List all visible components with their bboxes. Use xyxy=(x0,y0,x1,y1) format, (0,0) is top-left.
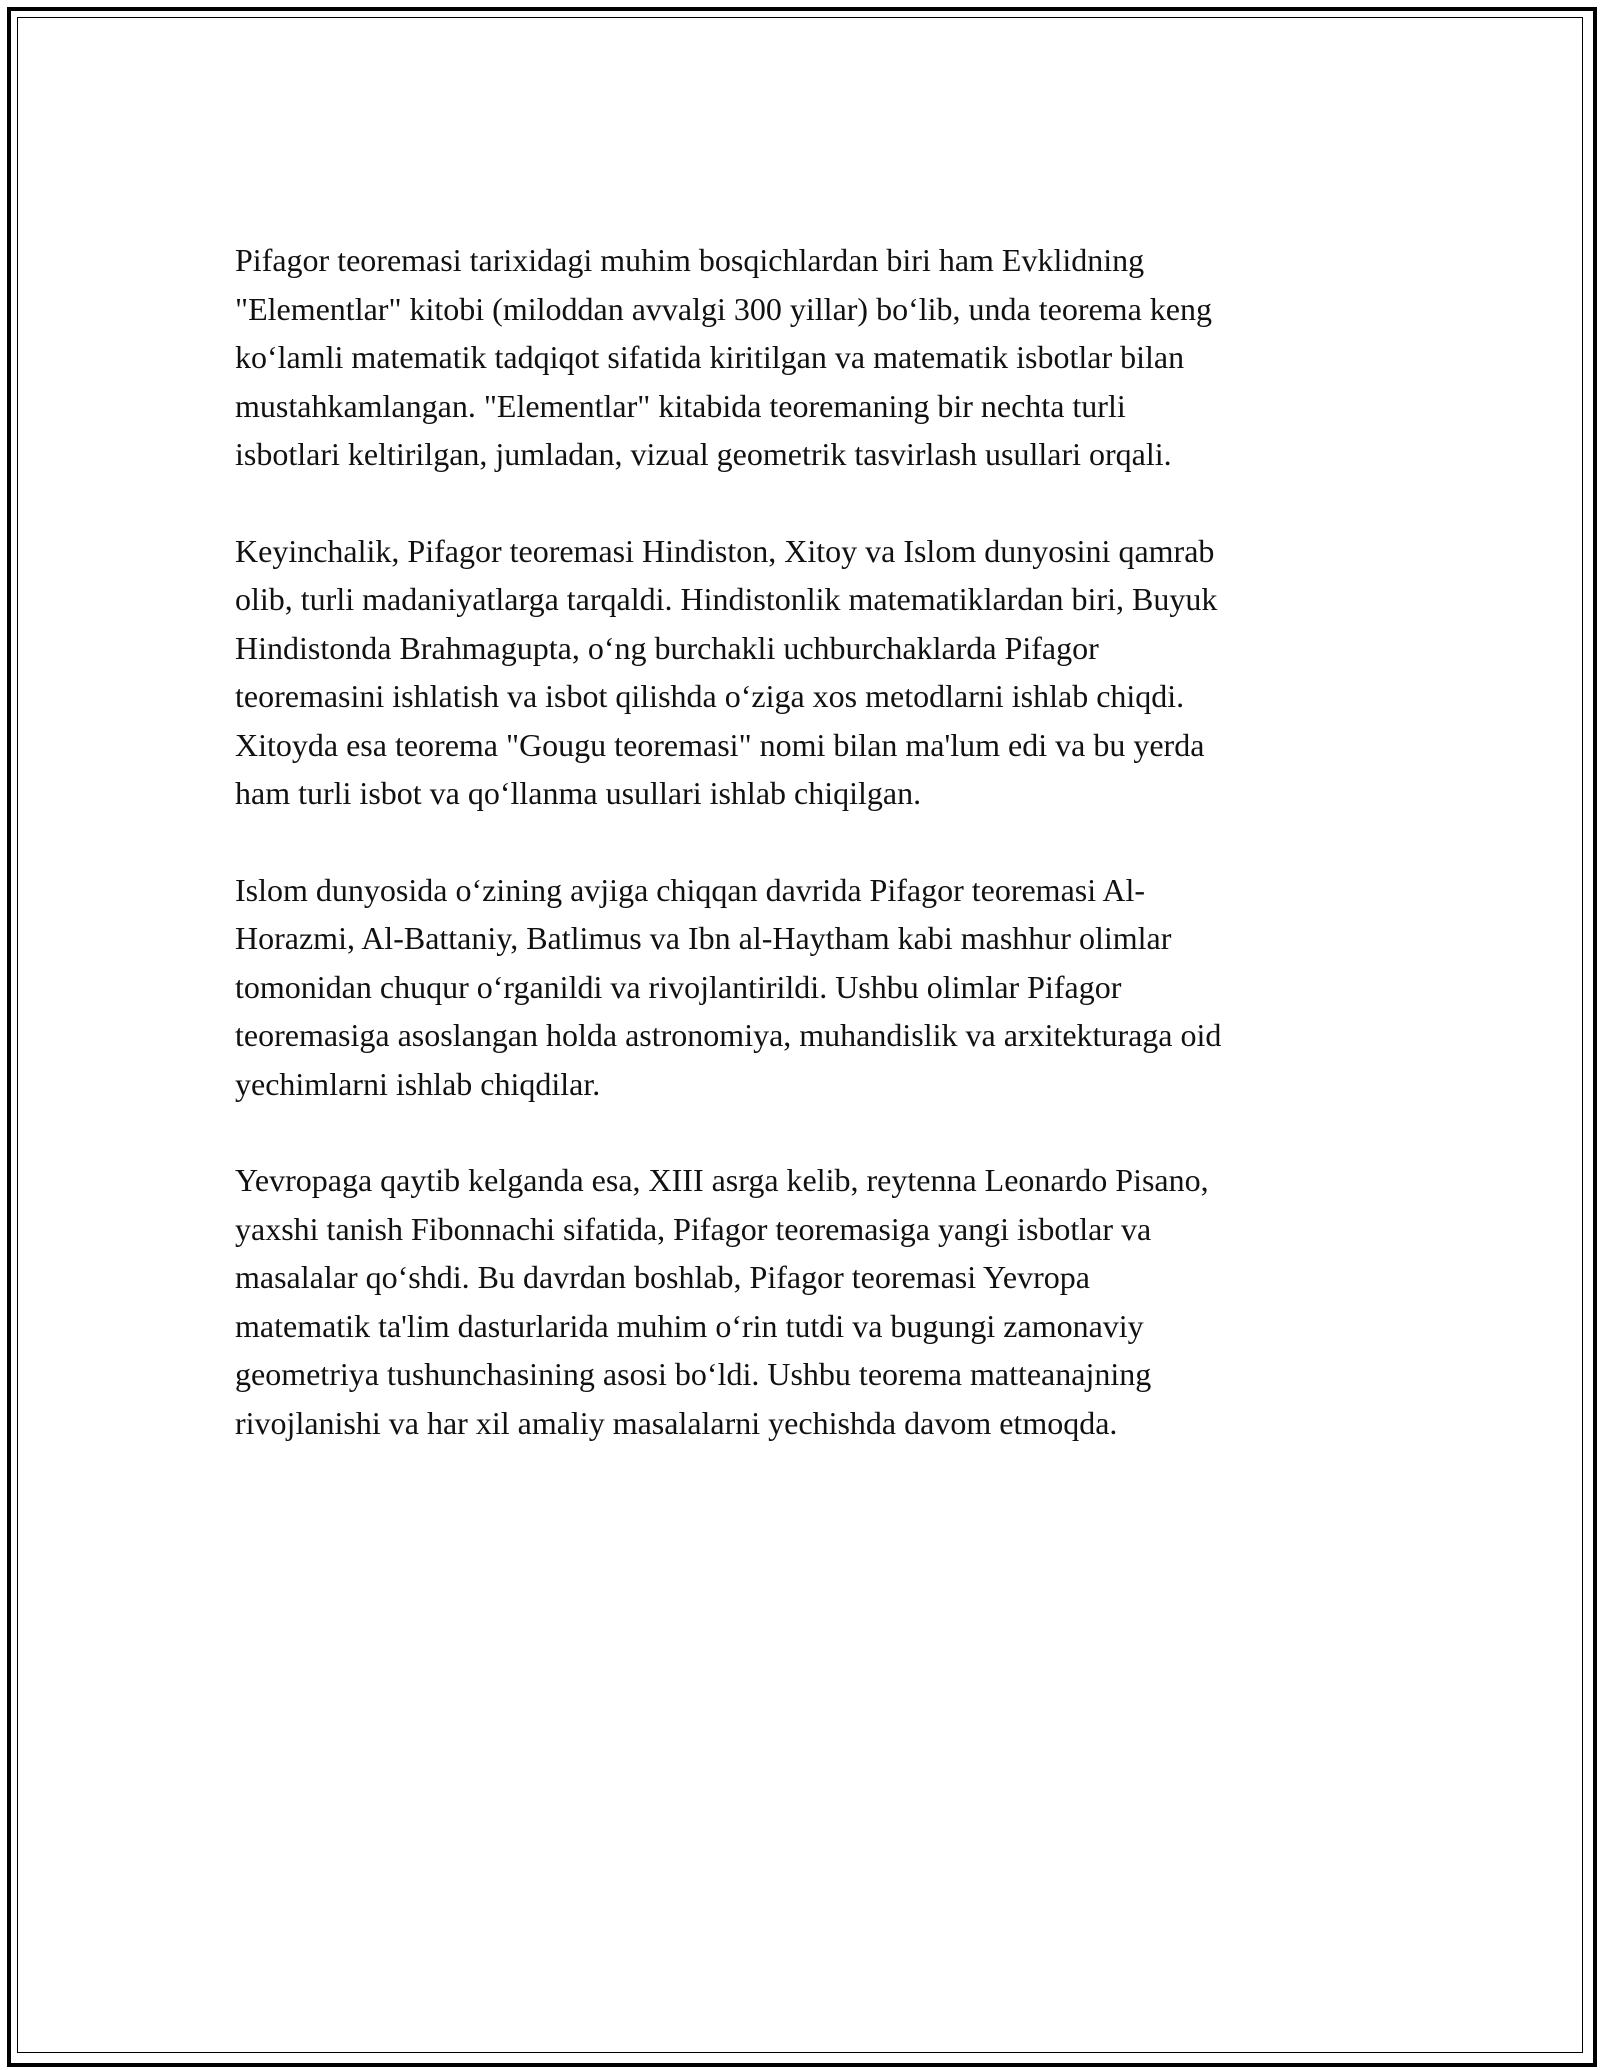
paragraph-india-china xyxy=(235,527,1365,818)
text-line: rivojlanishi va har xil amaliy masalalarni yechishda davom etmoqda. xyxy=(235,1404,1118,1441)
text-line: teoremasiga asoslangan holda astronomiya, muhandislik va arxitekturaga oid xyxy=(235,1017,1222,1053)
text-line: Hindistonda Brahmagupta, o‘ng burchakli uchburchaklarda Pifagor xyxy=(235,629,1099,666)
text-line: Xitoyda esa teorema "Gougu teoremasi" nomi bilan ma'lum edi va bu yerda xyxy=(235,726,1205,763)
text-line: Pifagor teoremasi tarixidagi muhim bosqichlardan biri ham Evklidning xyxy=(235,242,1145,278)
paragraph-euclid xyxy=(235,236,1365,479)
text-line: yaxshi tanish Fibonnachi sifatida, Pifagor teoremasiga yangi isbotlar va xyxy=(235,1210,1152,1247)
text-line: Keyinchalik, Pifagor teoremasi Hindiston, Xitoy va Islom dunyosini qamrab xyxy=(235,532,1215,569)
text-line: Islom dunyosida o‘zining avjiga chiqqan davrida Pifagor teoremasi Al- xyxy=(235,871,1145,908)
text-line: ko‘lamli matematik tadqiqot sifatida kiritilgan va matematik isbotlar bilan xyxy=(235,339,1185,375)
text-line: Yevropaga qaytib kelganda esa, XIII asrga kelib, reytenna Leonardo Pisano, xyxy=(235,1162,1209,1198)
paragraph-europe xyxy=(235,1156,1365,1447)
text-line: Horazmi, Al-Battaniy, Batlimus va Ibn al-Haytham kabi mashhur olimlar xyxy=(235,920,1172,956)
text-line: masalalar qo‘shdi. Bu davrdan boshlab, Pifagor teoremasi Yevropa xyxy=(235,1259,1090,1295)
text-line: mustahkamlangan. "Elementlar" kitabida teoremaning bir nechta turli xyxy=(235,387,1126,424)
text-line: matematik ta'lim dasturlarida muhim o‘rin tutdi va bugungi zamonaviy xyxy=(235,1307,1144,1344)
text-line: geometriya tushunchasining asosi bo‘ldi. Ushbu teorema matteanajning xyxy=(235,1356,1152,1392)
document-body xyxy=(235,236,1365,1495)
text-line: isbotlari keltirilgan, jumladan, vizual geometrik tasvirlash usullari orqali. xyxy=(235,436,1172,472)
text-line: olib, turli madaniyatlarga tarqaldi. Hindistonlik matematiklardan biri, Buyuk xyxy=(235,581,1218,617)
text-line: ham turli isbot va qo‘llanma usullari ishlab chiqilgan. xyxy=(235,775,922,811)
paragraph-islamic-world xyxy=(235,866,1365,1109)
text-line: yechimlarni ishlab chiqdilar. xyxy=(235,1065,601,1102)
text-line: teoremasini ishlatish va isbot qilishda o‘ziga xos metodlarni ishlab chiqdi. xyxy=(235,678,1185,714)
text-line: "Elementlar" kitobi (miloddan avvalgi 300 yillar) bo‘lib, unda teorema keng xyxy=(235,290,1212,327)
text-line: tomonidan chuqur o‘rganildi va rivojlantirildi. Ushbu olimlar Pifagor xyxy=(235,968,1122,1005)
